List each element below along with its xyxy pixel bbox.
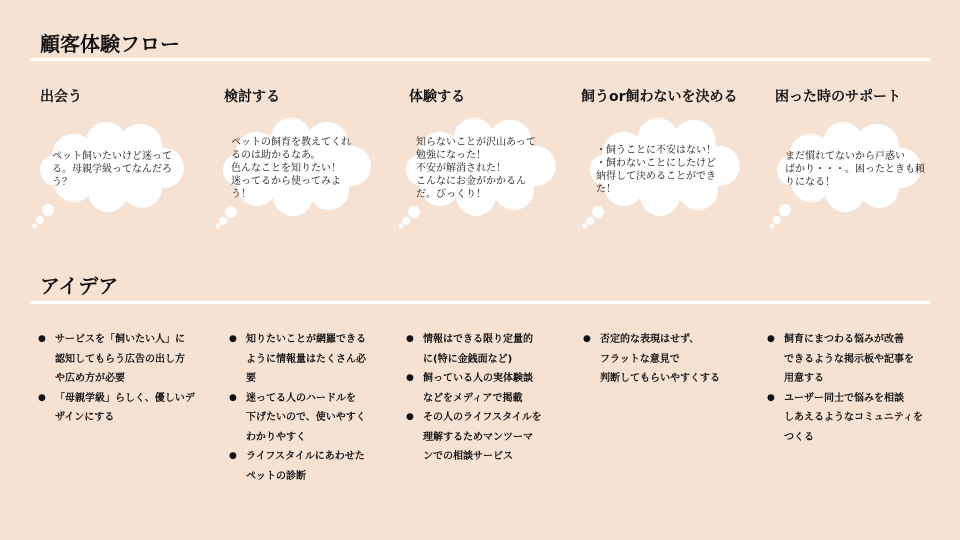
idea-item (406, 369, 576, 408)
idea-item (767, 330, 937, 389)
ideas-list (767, 330, 937, 447)
stage-title: 検討する (224, 89, 280, 105)
bullet-icon: ● (767, 334, 775, 344)
idea-text: 迷ってる人のハードルを 下げたいので、使いやすく わかりやすく (246, 392, 366, 443)
idea-item (767, 389, 937, 448)
bullet-icon: ● (767, 392, 775, 403)
idea-item (38, 330, 208, 389)
idea-item (406, 330, 576, 369)
ideas-list (229, 330, 399, 486)
thought-text: ペットの飼育を教えてくれ るのは助かるなあ。 色んなことを知りたい！ 迷ってるから使ってみよ う！ (231, 137, 351, 200)
idea-item (583, 330, 753, 389)
thought-text: 知らないことが沢山あって 勉強になった！ 不安が解消された！ こんなにお金がかかるん だ。びっくり！ (416, 137, 536, 200)
idea-item (38, 389, 208, 428)
bullet-icon: ● (229, 392, 237, 403)
stage-title: 出会う (40, 89, 82, 105)
stage-title: 飼うor飼わないを決める (581, 89, 738, 105)
bullet-icon: ● (583, 334, 591, 344)
section-divider (30, 58, 930, 61)
idea-text: 「母親学級」らしく、優しいデ ザインにする (55, 392, 195, 423)
section-divider (30, 301, 930, 304)
thought-bubble (763, 116, 943, 236)
ideas-list (583, 330, 753, 389)
thought-bubble (26, 116, 206, 236)
thought-text: まだ慣れてないから戸惑い ばかり・・・。困ったときも頼 りになる！ (785, 151, 925, 188)
bullet-icon: ● (229, 334, 237, 344)
thought-bubble (394, 116, 574, 236)
ideas-list (38, 330, 208, 428)
idea-text: その人のライフスタイルを 理解するためマンツーマ ンでの相談サービス (423, 412, 542, 462)
ideas-list (406, 330, 576, 467)
bullet-icon: ● (38, 392, 46, 403)
bullet-icon: ● (406, 334, 414, 344)
idea-text: 否定的な表現はせず、 フラットな意見で 判断してもらいやすくする (600, 334, 720, 384)
bullet-icon: ● (38, 334, 46, 344)
bullet-icon: ● (229, 451, 237, 461)
thought-text: ・飼うことに不安はない！ ・飼わないことにしたけど 納得して決めることができ た！ (596, 145, 716, 195)
bullet-icon: ● (406, 412, 414, 422)
idea-item (229, 447, 399, 486)
idea-text: 飼育にまつわる悩みが改善 できるような掲示板や記事を 用意する (784, 334, 914, 384)
idea-text: サービスを「飼いたい人」に 認知してもらう広告の出し方 や広め方が必要 (55, 334, 185, 384)
thought-bubble (211, 116, 391, 236)
idea-text: 飼っている人の実体験談 などをメディアで掲載 (423, 373, 533, 404)
idea-text: ユーザー同士で悩みを相談 しあえるようなコミュニティを つくる (784, 392, 923, 443)
idea-text: ライフスタイルにあわせた ペットの診断 (246, 451, 365, 482)
thought-text: ペット飼いたいけど迷って る。母親学級ってなんだろ う？ (52, 151, 172, 188)
idea-item (406, 408, 576, 467)
idea-text: 知りたいことが網羅できる ように情報量はたくさん必 要 (246, 334, 366, 384)
idea-item (229, 330, 399, 389)
idea-item (229, 389, 399, 448)
stage-title: 体験する (409, 89, 465, 105)
ideas-title: アイデア (40, 274, 119, 298)
idea-text: 情報はできる限り定量的 に(特に金銭面など) (423, 334, 533, 365)
customer-journey-title: 顧客体験フロー (40, 32, 180, 56)
thought-bubble (578, 116, 758, 236)
bullet-icon: ● (406, 373, 414, 383)
stage-title: 困った時のサポート (775, 89, 901, 105)
